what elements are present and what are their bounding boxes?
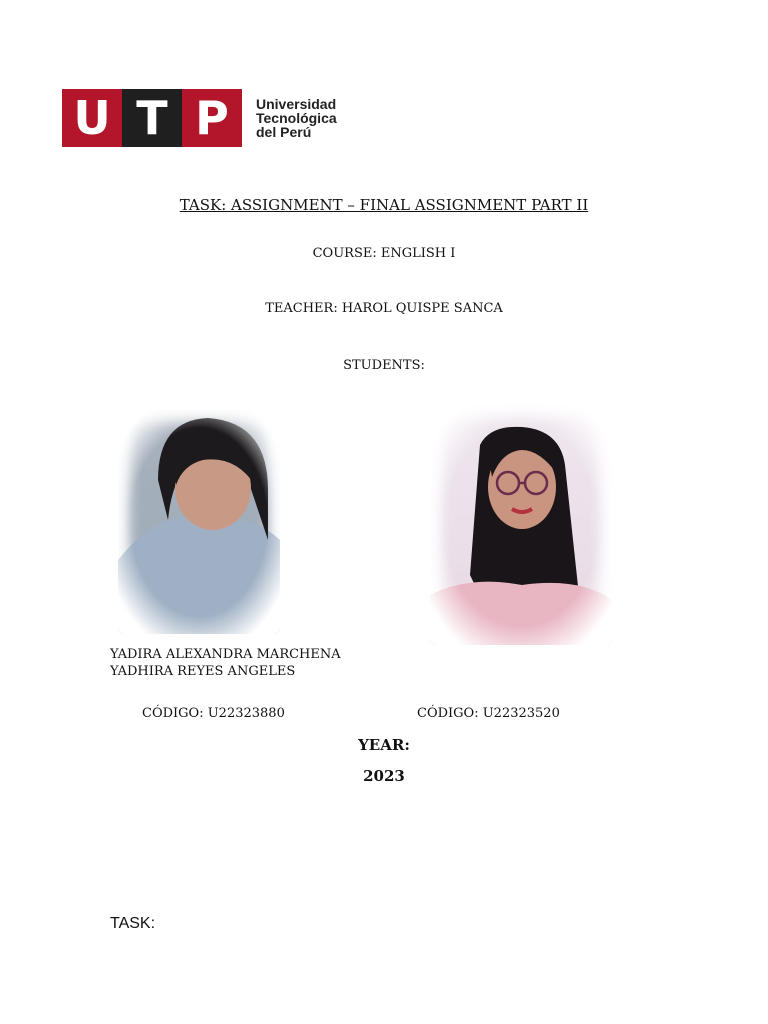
- document-title: TASK: ASSIGNMENT – FINAL ASSIGNMENT PART II: [179, 196, 589, 214]
- year-label: YEAR:: [358, 736, 410, 754]
- utp-logo-mark: [62, 89, 242, 147]
- student-1-name: YADIRA ALEXANDRA MARCHENA: [110, 647, 341, 662]
- student-2-name: YADHIRA REYES ANGELES: [110, 664, 296, 679]
- year-value: 2023: [363, 767, 405, 785]
- logo-line-3: del Perú: [256, 124, 312, 140]
- logo-letter-u: U: [62, 89, 122, 147]
- students-label: STUDENTS:: [343, 358, 425, 373]
- student-photo-2: [430, 405, 612, 645]
- logo-line-1: Universidad: [256, 96, 337, 112]
- logo-line-2: Tecnológica: [256, 110, 337, 126]
- student-1-code: CÓDIGO: U22323880: [142, 706, 285, 721]
- logo-wordmark: [256, 97, 337, 139]
- student-photo-1: [118, 410, 280, 634]
- teacher-line: TEACHER: HAROL QUISPE SANCA: [265, 301, 503, 316]
- logo-letter-p: P: [182, 89, 242, 147]
- student-2-code: CÓDIGO: U22323520: [417, 706, 560, 721]
- logo-letter-t: T: [122, 89, 182, 147]
- course-line: COURSE: ENGLISH I: [312, 246, 456, 261]
- utp-logo: [62, 89, 337, 147]
- student-names: [110, 646, 341, 680]
- task-heading: TASK:: [110, 915, 156, 932]
